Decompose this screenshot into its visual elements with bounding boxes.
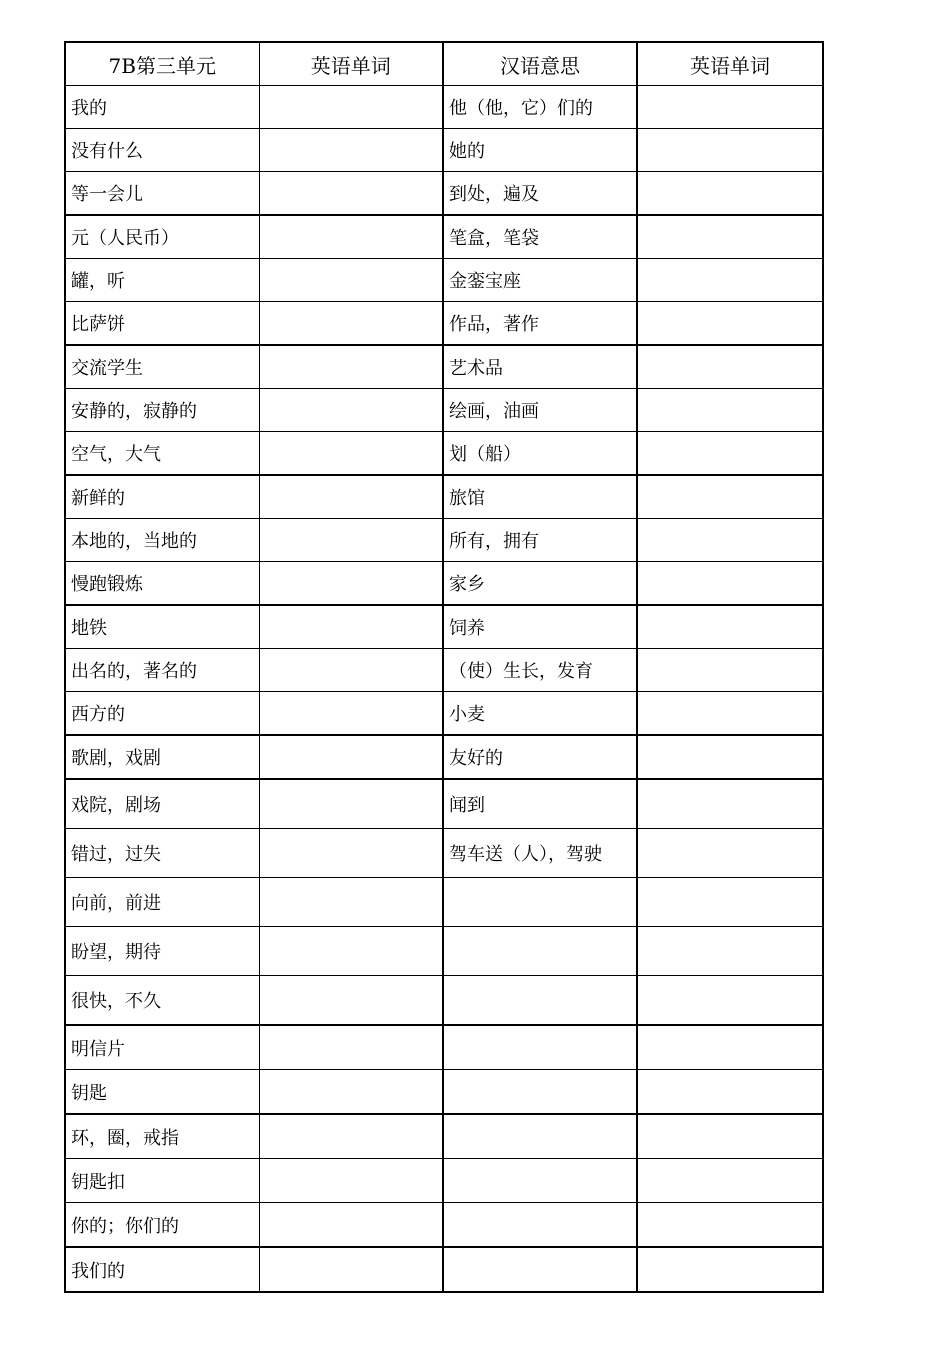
chinese-meaning-cell: 金銮宝座 (443, 259, 637, 302)
english-answer-cell (259, 829, 443, 878)
chinese-meaning-cell (443, 1114, 637, 1159)
chinese-meaning-cell: 安静的，寂静的 (65, 389, 259, 432)
chinese-meaning-cell: 饲养 (443, 605, 637, 649)
english-answer-cell (259, 519, 443, 562)
table-row (65, 1203, 823, 1248)
chinese-meaning-cell: 向前，前进 (65, 878, 259, 927)
chinese-meaning-cell: （使）生长，发育 (443, 649, 637, 692)
english-answer-cell (259, 692, 443, 736)
english-answer-cell (259, 878, 443, 927)
english-answer-cell (259, 1247, 443, 1292)
table-row (65, 1025, 823, 1070)
english-answer-cell (637, 259, 823, 302)
table-row (65, 432, 823, 476)
chinese-meaning-cell: 出名的，著名的 (65, 649, 259, 692)
english-answer-cell (259, 302, 443, 346)
english-answer-cell (259, 1070, 443, 1115)
english-answer-cell (637, 1159, 823, 1203)
english-answer-cell (637, 1070, 823, 1115)
chinese-meaning-cell: 错过，过失 (65, 829, 259, 878)
english-answer-cell (259, 432, 443, 476)
table-row (65, 779, 823, 829)
chinese-meaning-cell: 他（他，它）们的 (443, 86, 637, 129)
table-row (65, 519, 823, 562)
english-answer-cell (259, 649, 443, 692)
english-answer-cell (259, 259, 443, 302)
english-answer-cell (637, 692, 823, 736)
english-answer-cell (259, 129, 443, 172)
chinese-meaning-cell: 我们的 (65, 1247, 259, 1292)
table-row (65, 735, 823, 779)
chinese-meaning-cell (443, 1070, 637, 1115)
chinese-meaning-cell: 本地的，当地的 (65, 519, 259, 562)
chinese-meaning-cell: 地铁 (65, 605, 259, 649)
english-answer-cell (259, 389, 443, 432)
english-answer-cell (637, 86, 823, 129)
chinese-meaning-cell: 歌剧，戏剧 (65, 735, 259, 779)
english-answer-cell (637, 172, 823, 216)
english-answer-cell (637, 779, 823, 829)
table-row (65, 976, 823, 1026)
table-row (65, 562, 823, 606)
english-answer-cell (637, 129, 823, 172)
english-answer-cell (259, 86, 443, 129)
english-answer-cell (637, 302, 823, 346)
chinese-meaning-cell: 你的；你们的 (65, 1203, 259, 1248)
english-answer-cell (259, 172, 443, 216)
english-answer-cell (637, 649, 823, 692)
chinese-meaning-cell: 戏院，剧场 (65, 779, 259, 829)
table-row (65, 692, 823, 736)
english-answer-cell (637, 215, 823, 259)
table-row (65, 829, 823, 878)
chinese-meaning-cell: 划（船） (443, 432, 637, 476)
chinese-meaning-cell (443, 976, 637, 1026)
english-answer-cell (259, 976, 443, 1026)
chinese-meaning-cell: 罐，听 (65, 259, 259, 302)
english-answer-cell (637, 878, 823, 927)
chinese-meaning-cell: 新鲜的 (65, 475, 259, 519)
english-answer-cell (259, 475, 443, 519)
english-answer-cell (637, 345, 823, 389)
table-row (65, 86, 823, 129)
table-row (65, 475, 823, 519)
chinese-meaning-cell (443, 878, 637, 927)
chinese-meaning-cell: 艺术品 (443, 345, 637, 389)
english-answer-cell (637, 1247, 823, 1292)
english-answer-cell (259, 345, 443, 389)
chinese-meaning-cell: 交流学生 (65, 345, 259, 389)
chinese-meaning-cell: 盼望，期待 (65, 927, 259, 976)
english-answer-cell (259, 1159, 443, 1203)
chinese-meaning-cell: 作品，著作 (443, 302, 637, 346)
chinese-meaning-cell: 绘画，油画 (443, 389, 637, 432)
english-answer-cell (259, 215, 443, 259)
chinese-meaning-cell: 笔盒，笔袋 (443, 215, 637, 259)
chinese-meaning-cell: 驾车送（人），驾驶 (443, 829, 637, 878)
table-row (65, 1070, 823, 1115)
table-row (65, 927, 823, 976)
table-body (65, 86, 823, 1293)
chinese-meaning-cell (443, 1159, 637, 1203)
chinese-meaning-cell: 慢跑锻炼 (65, 562, 259, 606)
english-answer-cell (259, 1025, 443, 1070)
chinese-meaning-cell: 等一会儿 (65, 172, 259, 216)
english-answer-cell (637, 1114, 823, 1159)
english-answer-cell (637, 605, 823, 649)
chinese-meaning-cell: 西方的 (65, 692, 259, 736)
chinese-meaning-cell: 友好的 (443, 735, 637, 779)
english-answer-cell (637, 519, 823, 562)
table-row (65, 302, 823, 346)
chinese-meaning-cell: 闻到 (443, 779, 637, 829)
english-answer-cell (637, 1203, 823, 1248)
table-row (65, 215, 823, 259)
english-answer-cell (637, 562, 823, 606)
chinese-meaning-cell (443, 1247, 637, 1292)
table-row (65, 259, 823, 302)
header-row (65, 42, 823, 86)
english-answer-cell (259, 735, 443, 779)
english-answer-cell (259, 605, 443, 649)
chinese-meaning-cell (443, 1025, 637, 1070)
english-answer-cell (637, 475, 823, 519)
chinese-meaning-cell (443, 927, 637, 976)
header-unit: 7B第三单元 (65, 42, 259, 86)
chinese-meaning-cell: 空气，大气 (65, 432, 259, 476)
table-row (65, 129, 823, 172)
table-row (65, 1247, 823, 1292)
english-answer-cell (259, 779, 443, 829)
table-row (65, 1114, 823, 1159)
table-row (65, 878, 823, 927)
chinese-meaning-cell: 没有什么 (65, 129, 259, 172)
chinese-meaning-cell: 她的 (443, 129, 637, 172)
english-answer-cell (637, 735, 823, 779)
chinese-meaning-cell: 到处，遍及 (443, 172, 637, 216)
header-english-word-2: 英语单词 (637, 42, 823, 86)
table-row (65, 345, 823, 389)
table-row (65, 172, 823, 216)
english-answer-cell (637, 432, 823, 476)
chinese-meaning-cell: 小麦 (443, 692, 637, 736)
table-row (65, 1159, 823, 1203)
chinese-meaning-cell: 旅馆 (443, 475, 637, 519)
header-chinese-meaning: 汉语意思 (443, 42, 637, 86)
english-answer-cell (637, 976, 823, 1026)
english-answer-cell (259, 1114, 443, 1159)
chinese-meaning-cell: 环，圈，戒指 (65, 1114, 259, 1159)
table-row (65, 649, 823, 692)
chinese-meaning-cell: 比萨饼 (65, 302, 259, 346)
english-answer-cell (259, 1203, 443, 1248)
english-answer-cell (637, 1025, 823, 1070)
english-answer-cell (259, 562, 443, 606)
english-answer-cell (637, 829, 823, 878)
table-row (65, 605, 823, 649)
english-answer-cell (259, 927, 443, 976)
english-answer-cell (637, 389, 823, 432)
vocabulary-table (64, 41, 824, 1293)
chinese-meaning-cell: 明信片 (65, 1025, 259, 1070)
chinese-meaning-cell (443, 1203, 637, 1248)
english-answer-cell (637, 927, 823, 976)
table-row (65, 389, 823, 432)
chinese-meaning-cell: 元（人民币） (65, 215, 259, 259)
chinese-meaning-cell: 很快，不久 (65, 976, 259, 1026)
chinese-meaning-cell: 家乡 (443, 562, 637, 606)
chinese-meaning-cell: 所有，拥有 (443, 519, 637, 562)
chinese-meaning-cell: 我的 (65, 86, 259, 129)
chinese-meaning-cell: 钥匙扣 (65, 1159, 259, 1203)
header-english-word-1: 英语单词 (259, 42, 443, 86)
chinese-meaning-cell: 钥匙 (65, 1070, 259, 1115)
